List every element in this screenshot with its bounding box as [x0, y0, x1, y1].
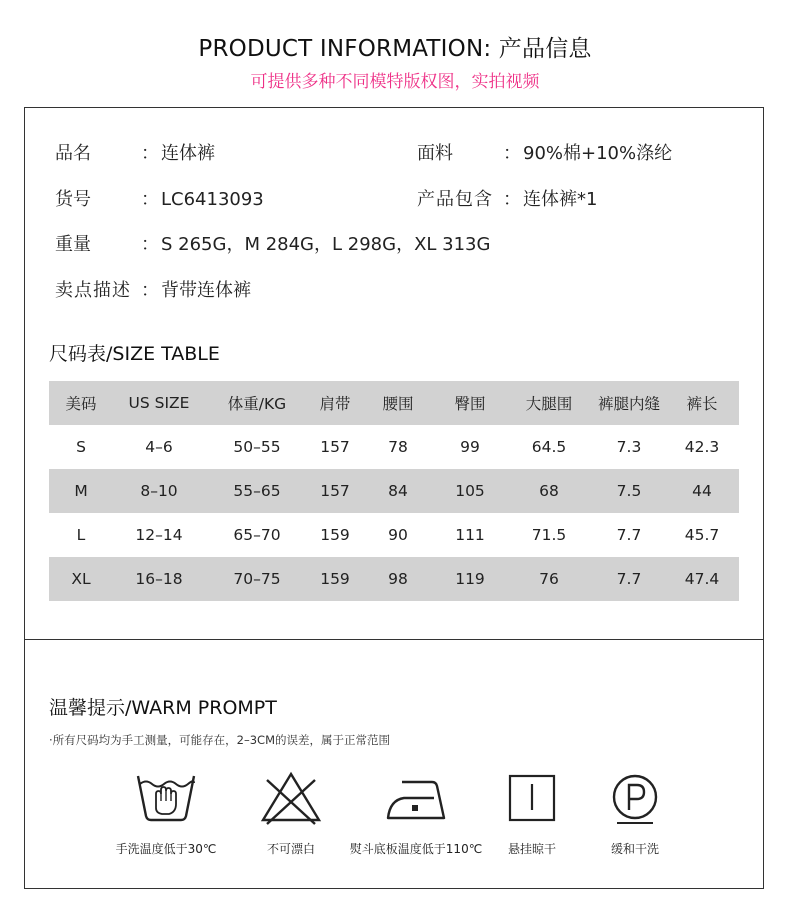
info-row-sku: 货号 ： LC6413093 [55, 185, 264, 211]
table-cell: L [76, 526, 86, 544]
col-header: 大腿围 [525, 395, 573, 413]
name-value: 连体裤 [161, 143, 215, 164]
package-value: 连体裤*1 [523, 189, 598, 210]
table-cell: 84 [388, 482, 408, 500]
table-row [49, 557, 739, 601]
info-row-weight: 重量 ： S 265G，M 284G，L 298G，XL 313G [55, 230, 490, 256]
no-bleach-icon [259, 770, 323, 826]
size-table-title: 尺码表/SIZE TABLE [49, 343, 220, 365]
page-title: PRODUCT INFORMATION: 产品信息 [198, 36, 592, 62]
care-item-no-bleach [231, 770, 351, 857]
table-cell: 12–14 [135, 526, 183, 544]
care-item-hand-wash [91, 770, 241, 857]
table-cell: 98 [388, 570, 408, 588]
product-info-panel [24, 107, 764, 889]
table-cell: 7.3 [616, 438, 642, 456]
section-divider [25, 639, 763, 640]
table-cell: 157 [320, 438, 350, 456]
sku-label: 货号 [55, 189, 91, 210]
table-cell: 7.7 [616, 526, 642, 544]
table-cell: 4–6 [145, 438, 173, 456]
size-table-header-row [49, 381, 739, 425]
table-cell: 65–70 [233, 526, 281, 544]
table-cell: 71.5 [531, 526, 567, 544]
care-label: 缓和干洗 [610, 842, 659, 856]
care-label: 不可漂白 [266, 842, 315, 856]
page-subtitle: 可提供多种不同模特版权图，实拍视频 [250, 72, 540, 92]
fabric-label: 面料 [417, 143, 453, 164]
table-cell: 76 [539, 570, 559, 588]
care-label: 熨斗底板温度低于110℃ [349, 842, 483, 856]
info-row-package: 产品包含 ： 连体裤*1 [417, 185, 597, 211]
info-row-fabric: 面料 ： 90%棉+10%涤纶 [417, 139, 672, 165]
table-cell: 64.5 [531, 438, 567, 456]
table-cell: 157 [320, 482, 350, 500]
hand-wash-icon [134, 770, 198, 826]
table-row [49, 513, 739, 557]
table-cell: M [74, 482, 88, 500]
weight-label: 重量 [55, 234, 91, 255]
warm-prompt-note: ·所有尺码均为手工测量，可能存在，2–3CM的误差，属于正常范围 [49, 733, 390, 747]
table-cell: 7.7 [616, 570, 642, 588]
table-row [49, 469, 739, 513]
col-header: 美码 [65, 395, 97, 413]
dry-clean-p-icon [603, 770, 667, 826]
table-cell: 78 [388, 438, 408, 456]
col-header: 裤长 [686, 395, 718, 413]
table-cell: 119 [455, 570, 485, 588]
care-item-line-dry [487, 770, 577, 857]
selling-label: 卖点描述 [55, 280, 131, 301]
table-cell: 7.5 [616, 482, 642, 500]
info-row-name: 品名 ： 连体裤 [55, 139, 215, 165]
iron-icon [384, 770, 448, 826]
weight-value: S 265G，M 284G，L 298G，XL 313G [161, 234, 491, 255]
table-cell: 47.4 [684, 570, 720, 588]
table-row [49, 425, 739, 469]
col-header: 腰围 [382, 395, 414, 413]
table-cell: 8–10 [140, 482, 178, 500]
table-cell: 111 [455, 526, 485, 544]
col-header: 臀围 [454, 395, 486, 413]
table-cell: 55–65 [233, 482, 281, 500]
care-label: 手洗温度低于30℃ [115, 842, 217, 856]
table-cell: 44 [692, 482, 712, 500]
table-cell: XL [71, 570, 91, 588]
col-header: US SIZE [128, 394, 190, 412]
table-cell: 45.7 [684, 526, 720, 544]
sku-value: LC6413093 [161, 189, 264, 210]
col-header: 肩带 [319, 395, 351, 413]
table-cell: 99 [460, 438, 480, 456]
package-label: 产品包含 [417, 189, 493, 210]
care-label: 悬挂晾干 [507, 842, 556, 856]
table-cell: 90 [388, 526, 408, 544]
table-cell: 50–55 [233, 438, 281, 456]
fabric-value: 90%棉+10%涤纶 [523, 143, 673, 164]
col-header: 裤腿内缝 [597, 395, 660, 413]
line-dry-icon [500, 770, 564, 826]
table-cell: 16–18 [135, 570, 183, 588]
care-item-iron [341, 770, 491, 857]
table-cell: 159 [320, 570, 350, 588]
col-header: 体重/KG [227, 395, 287, 413]
name-label: 品名 [55, 143, 91, 164]
table-cell: 42.3 [684, 438, 720, 456]
table-cell: 159 [320, 526, 350, 544]
warm-prompt-title: 温馨提示/WARM PROMPT [49, 697, 277, 719]
table-cell: 70–75 [233, 570, 281, 588]
size-table [49, 381, 739, 601]
info-row-selling-point: 卖点描述 ： 背带连体裤 [55, 276, 251, 302]
table-cell: 68 [539, 482, 559, 500]
care-item-dry-clean [585, 770, 685, 857]
table-cell: 105 [455, 482, 485, 500]
table-cell: S [76, 438, 86, 456]
selling-value: 背带连体裤 [161, 280, 251, 301]
